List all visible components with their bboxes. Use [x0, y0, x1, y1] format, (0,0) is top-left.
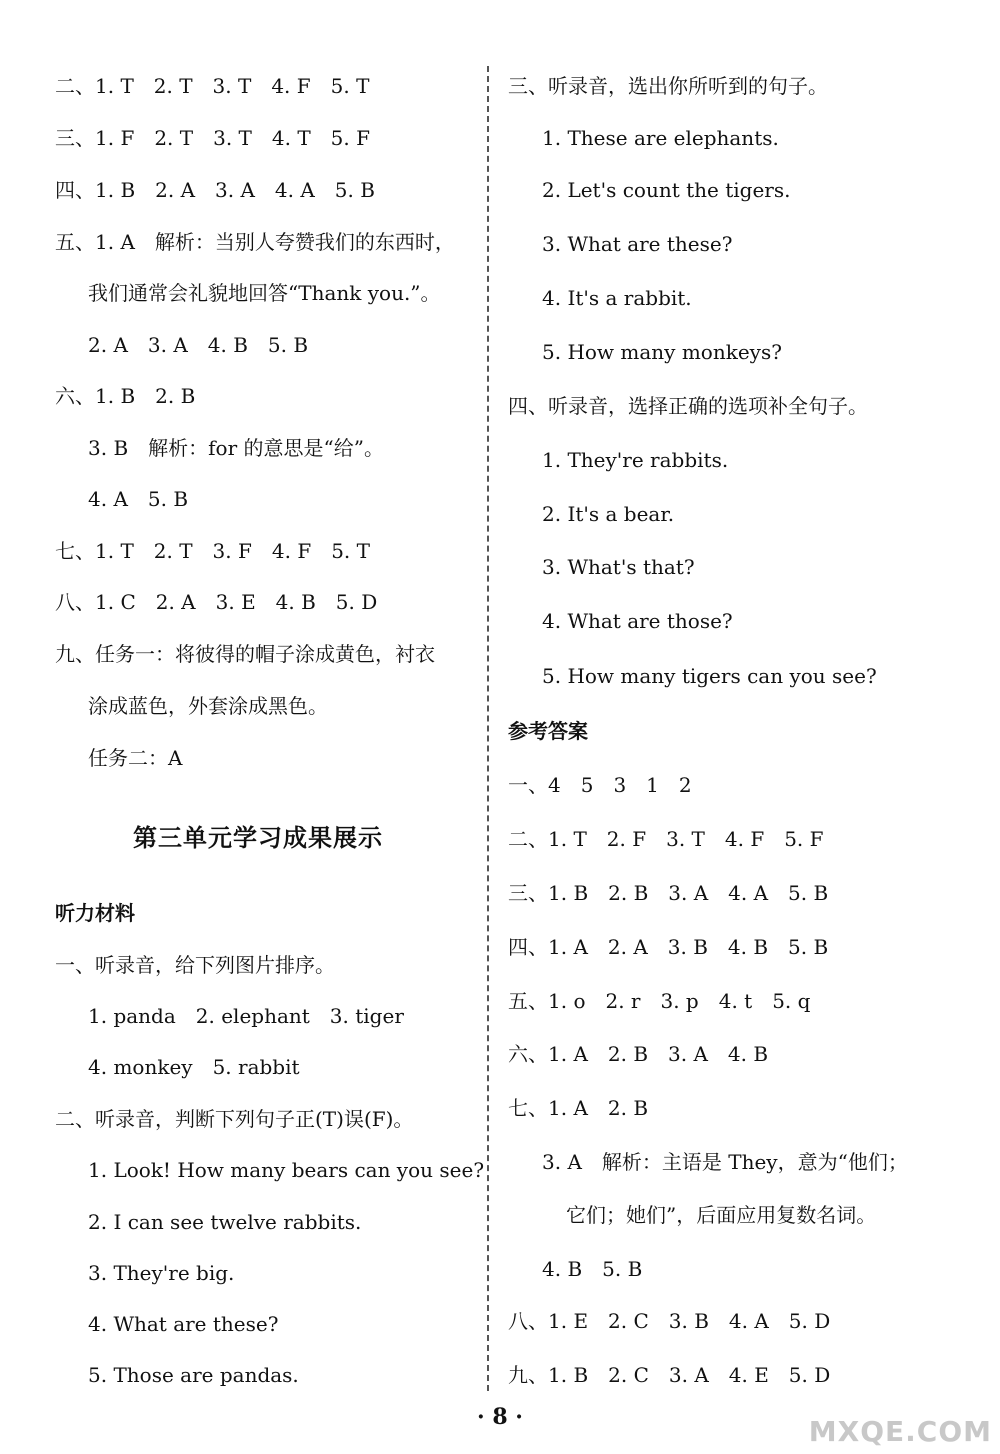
- listening-line: 5. Those are pandas.: [88, 1363, 299, 1387]
- listening-line: 5. How many tigers can you see?: [542, 664, 877, 688]
- answer-line: 六、1. A 2. B 3. A 4. B: [508, 1042, 769, 1066]
- listening-line: 1. They're rabbits.: [542, 448, 729, 472]
- listening-line: 4. monkey 5. rabbit: [88, 1055, 300, 1079]
- answer-line: 2. A 3. A 4. B 5. B: [88, 333, 309, 357]
- listening-line: 2. Let's count the tigers.: [542, 178, 791, 202]
- answer-line: 涂成蓝色，外套涂成黑色。: [88, 694, 328, 718]
- answer-line: 八、1. E 2. C 3. B 4. A 5. D: [508, 1309, 831, 1333]
- listening-line: 2. I can see twelve rabbits.: [88, 1210, 362, 1234]
- listening-line: 4. It's a rabbit.: [542, 286, 692, 310]
- answer-line: 3. B 解析：for 的意思是“给”。: [88, 436, 384, 460]
- listening-line: 1. These are elephants.: [542, 126, 779, 150]
- answer-line: 七、1. T 2. T 3. F 4. F 5. T: [55, 539, 370, 563]
- listening-line: 2. It's a bear.: [542, 502, 675, 526]
- answer-line: 九、1. B 2. C 3. A 4. E 5. D: [508, 1363, 831, 1387]
- answer-line: 七、1. A 2. B: [508, 1096, 649, 1120]
- listening-title: 听力材料: [55, 901, 135, 925]
- answer-line: 4. B 5. B: [542, 1257, 643, 1281]
- answer-line: 九、任务一：将彼得的帽子涂成黄色，衬衣: [55, 642, 435, 666]
- answer-line: 四、1. A 2. A 3. B 4. B 5. B: [508, 935, 829, 959]
- listening-line: 1. panda 2. elephant 3. tiger: [88, 1004, 404, 1028]
- answer-line: 二、1. T 2. T 3. T 4. F 5. T: [55, 74, 370, 98]
- answer-line: 三、1. B 2. B 3. A 4. A 5. B: [508, 881, 829, 905]
- listening-line: 三、听录音，选出你所听到的句子。: [508, 74, 828, 98]
- answer-line: 二、1. T 2. F 3. T 4. F 5. F: [508, 827, 824, 851]
- listening-line: 4. What are these?: [88, 1312, 279, 1336]
- listening-line: 四、听录音，选择正确的选项补全句子。: [508, 394, 868, 418]
- answer-line: 一、4 5 3 1 2: [508, 773, 692, 797]
- answer-line: 它们；她们”，后面应用复数名词。: [566, 1203, 877, 1227]
- listening-line: 5. How many monkeys?: [542, 340, 782, 364]
- answer-line: 六、1. B 2. B: [55, 384, 196, 408]
- answer-line: 四、1. B 2. A 3. A 4. A 5. B: [55, 178, 375, 202]
- page-number: · 8 ·: [477, 1404, 523, 1430]
- answers-title: 参考答案: [508, 719, 588, 743]
- listening-line: 4. What are those?: [542, 609, 733, 633]
- answer-line: 五、1. A 解析：当别人夸赞我们的东西时，: [55, 230, 455, 254]
- watermark: MXQE.COM: [808, 1415, 992, 1448]
- section-title: 第三单元学习成果展示: [133, 823, 383, 852]
- listening-line: 3. What's that?: [542, 555, 695, 579]
- answer-line: 我们通常会礼貌地回答“Thank you.”。: [88, 281, 441, 305]
- answer-line: 五、1. o 2. r 3. p 4. t 5. q: [508, 989, 811, 1013]
- listening-line: 3. What are these?: [542, 232, 733, 256]
- answer-line: 八、1. C 2. A 3. E 4. B 5. D: [55, 590, 378, 614]
- listening-line: 3. They're big.: [88, 1261, 235, 1285]
- listening-line: 二、听录音，判断下列句子正(T)误(F)。: [55, 1107, 414, 1131]
- answer-line: 三、1. F 2. T 3. T 4. T 5. F: [55, 126, 370, 150]
- column-divider: [487, 66, 489, 1391]
- listening-line: 1. Look! How many bears can you see?: [88, 1158, 485, 1182]
- answer-line: 3. A 解析：主语是 They，意为“他们；: [542, 1150, 908, 1174]
- listening-line: 一、听录音，给下列图片排序。: [55, 953, 335, 977]
- answer-line: 任务二：A: [88, 746, 183, 770]
- answer-line: 4. A 5. B: [88, 487, 189, 511]
